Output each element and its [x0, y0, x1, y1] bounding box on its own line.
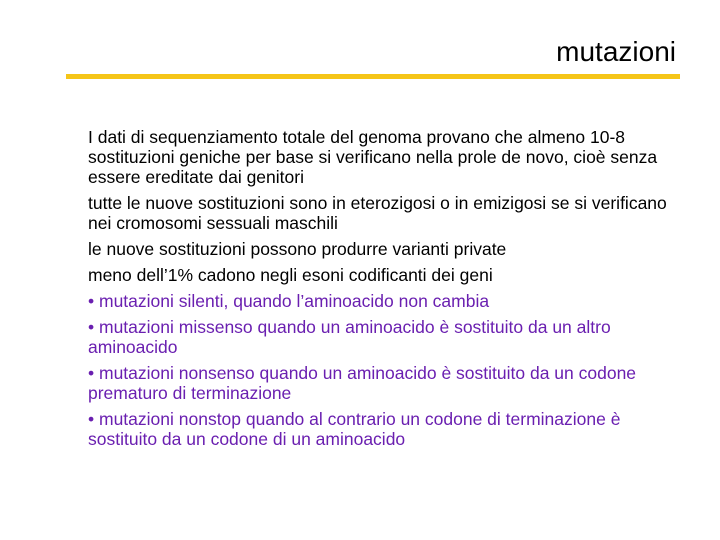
- paragraph-genome-sequencing: I dati di sequenziamento totale del genoma provano che almeno 10-8 sostituzioni geniche per base si verificano nella prole de novo, cioè senza essere ereditate dai genitori: [88, 127, 658, 187]
- paragraph-heterozygosity: tutte le nuove sostituzioni sono in eterozigosi o in emizigosi se si verificano nei cromosomi sessuali maschili: [88, 193, 667, 233]
- slide-body: [88, 127, 688, 455]
- bullet-silent-mutations: • mutazioni silenti, quando l’aminoacido non cambia: [88, 291, 490, 311]
- paragraph-coding-exons: meno dell’1% cadono negli esoni codificanti dei geni: [88, 265, 493, 285]
- slide-title: mutazioni: [556, 36, 676, 67]
- bullet-missense-mutations: • mutazioni missenso quando un aminoacido è sostituito da un altro aminoacido: [88, 317, 611, 357]
- paragraph-private-variants: le nuove sostituzioni possono produrre varianti private: [88, 239, 507, 259]
- bullet-nonsense-mutations: • mutazioni nonsenso quando un aminoacido è sostituito da un codone prematuro di terminazione: [88, 363, 637, 403]
- title-underline: [66, 74, 680, 79]
- bullet-nonstop-mutations: • mutazioni nonstop quando al contrario un codone di terminazione è sostituito da un codone di un aminoacido: [88, 409, 621, 449]
